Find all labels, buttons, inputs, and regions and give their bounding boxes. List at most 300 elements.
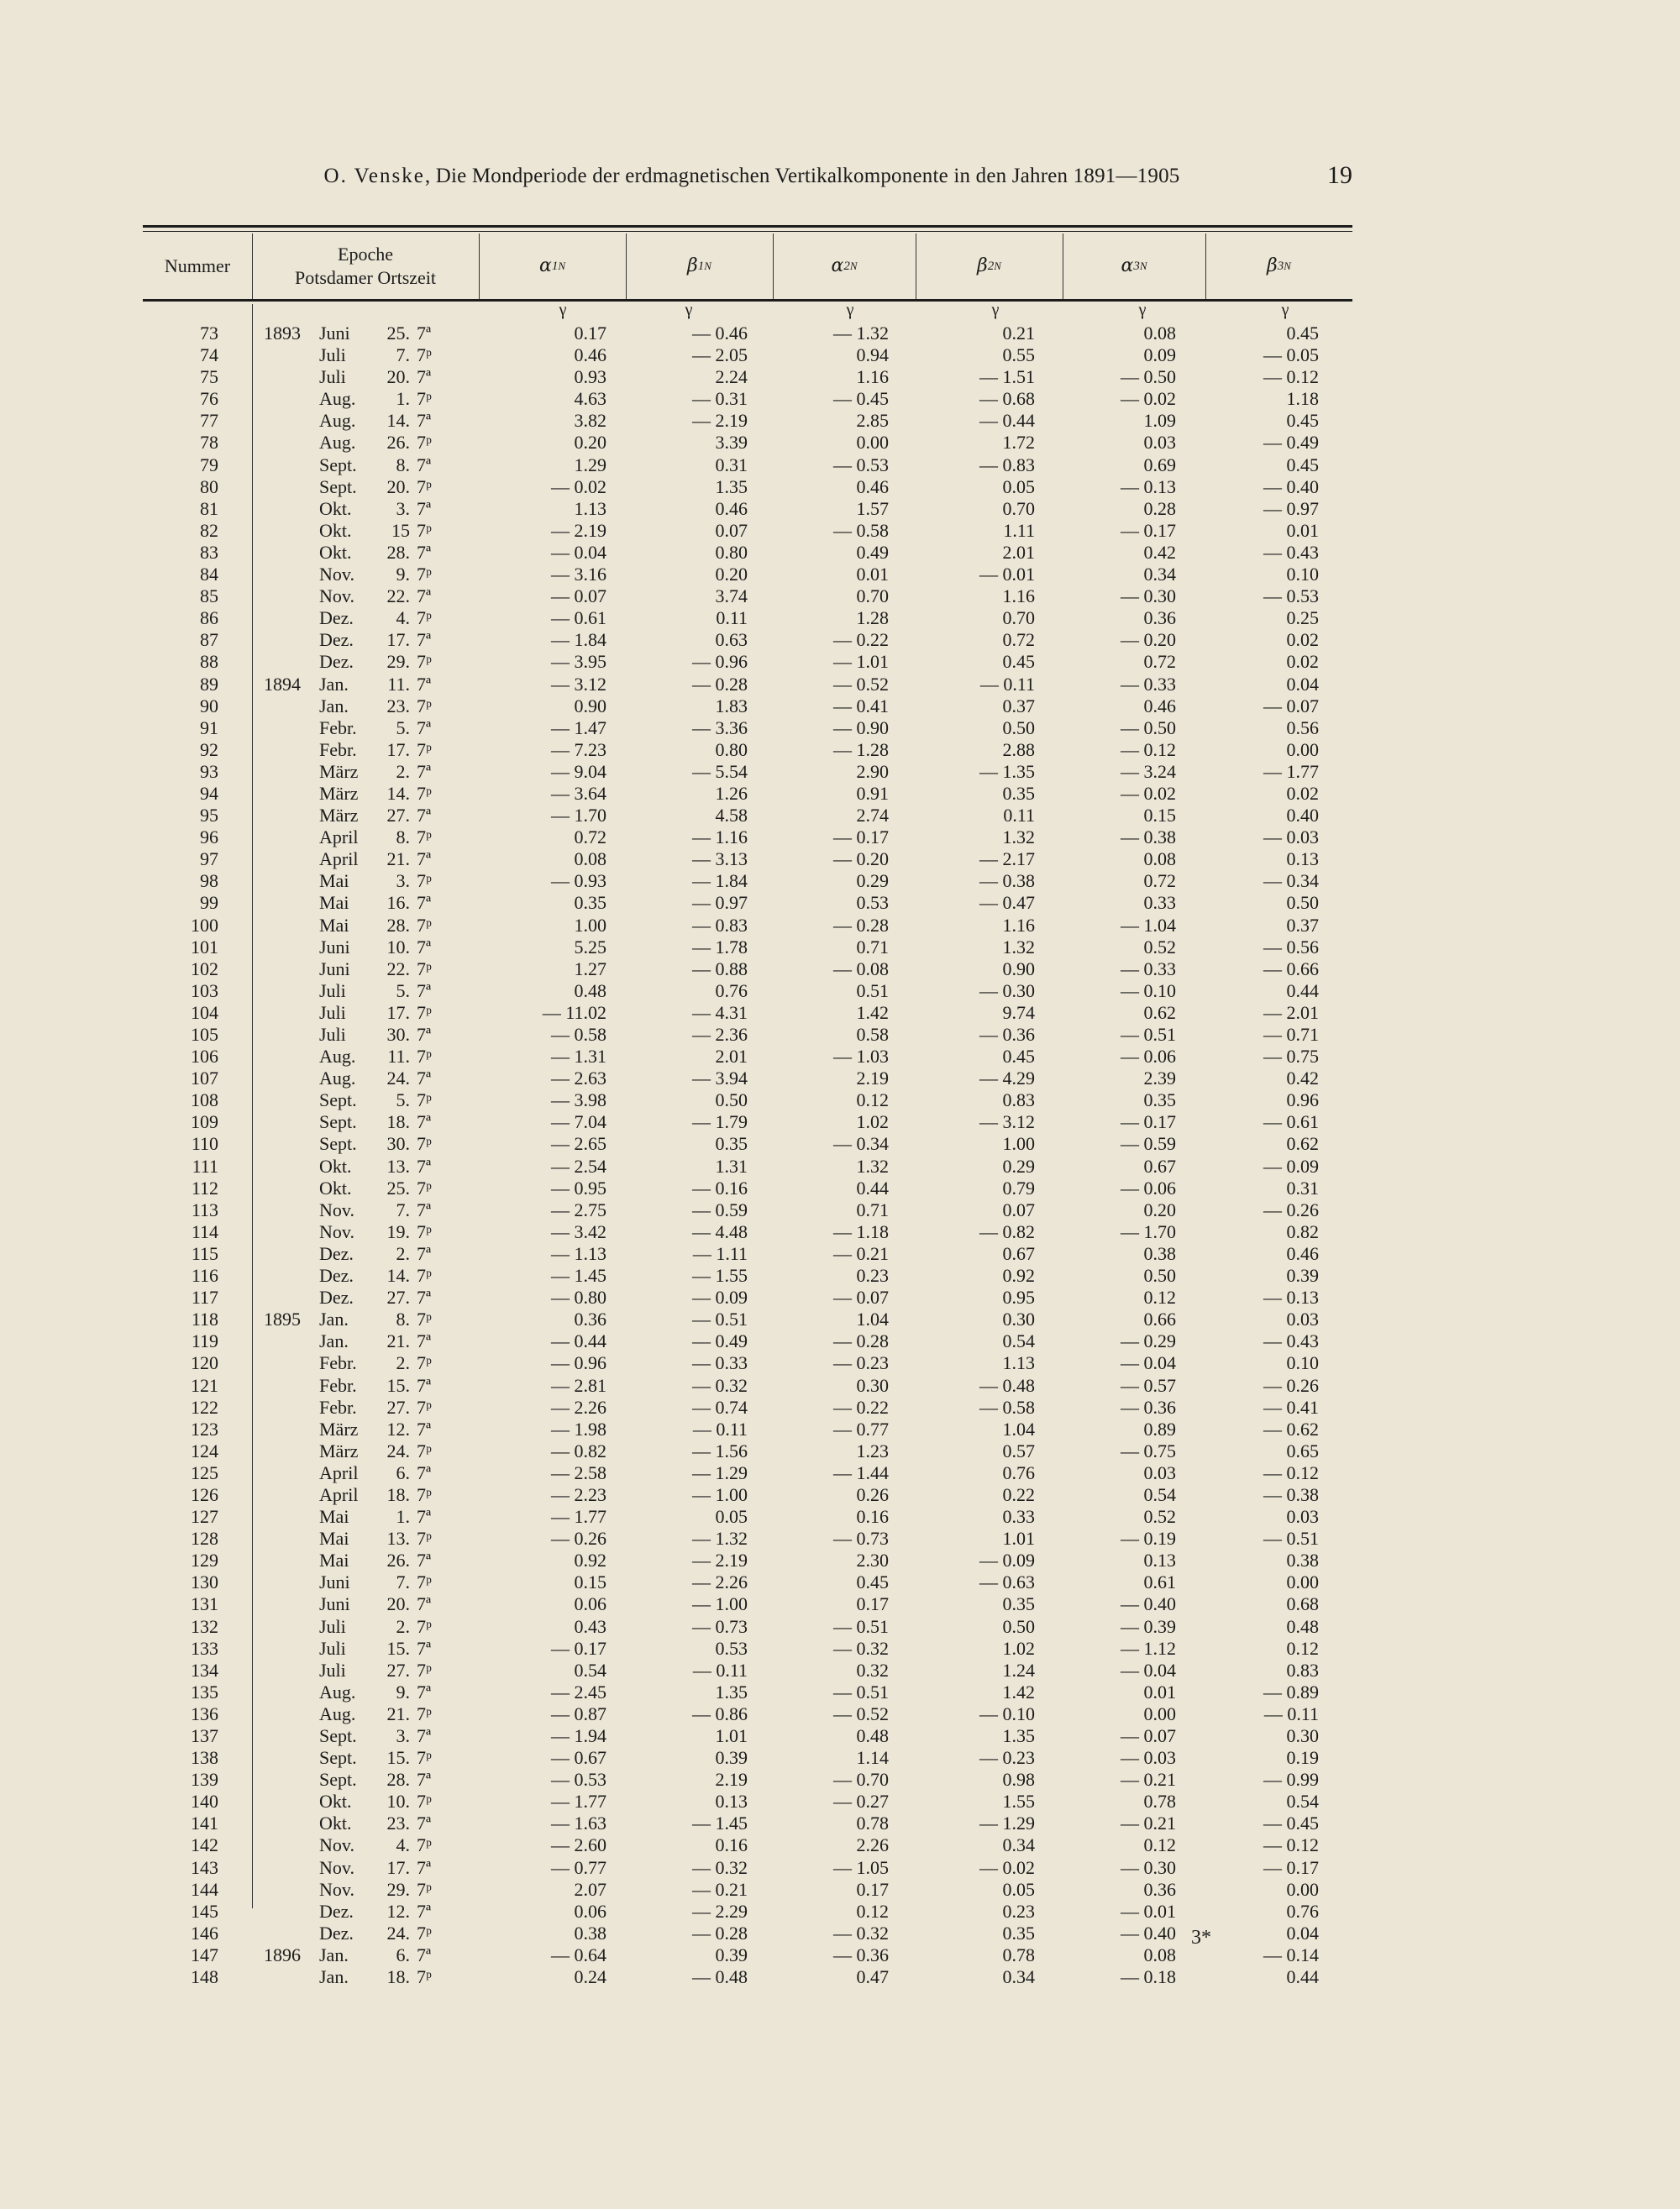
value-alpha-2: 0.47 (856, 1966, 889, 1988)
value-beta-3: 0.76 (1286, 1900, 1319, 1922)
row-number: 134 (191, 1659, 218, 1681)
value-alpha-1: — 3.64 (551, 782, 606, 804)
value-beta-2: 0.45 (1002, 651, 1035, 673)
value-beta-2: 0.76 (1002, 1461, 1035, 1483)
table-row (0, 695, 1680, 717)
value-alpha-2: 1.04 (856, 1309, 889, 1330)
epoch-hour: 7ᵖ (417, 1483, 432, 1505)
row-number: 86 (200, 607, 218, 629)
value-alpha-2: — 0.23 (833, 1352, 889, 1374)
row-number: 108 (191, 1089, 218, 1111)
table-row (0, 1068, 1680, 1089)
epoch-day: 16. (386, 892, 410, 914)
row-number: 125 (191, 1461, 218, 1483)
header-epoche-line1: Epoche (338, 244, 393, 265)
value-alpha-1: — 0.07 (551, 585, 606, 607)
epoch-hour: 7ª (417, 1330, 432, 1352)
value-alpha-3: — 0.02 (1121, 388, 1176, 410)
epoch-month: März (319, 1418, 359, 1440)
epoch-month: Dez. (319, 629, 354, 651)
row-number: 146 (191, 1922, 218, 1944)
value-beta-3: 0.02 (1286, 782, 1319, 804)
value-beta-1: — 1.84 (692, 870, 748, 892)
epoch-day: 1. (396, 1506, 410, 1528)
row-number: 135 (191, 1681, 218, 1703)
epoch-day: 24. (386, 1440, 410, 1461)
value-beta-3: — 0.12 (1263, 1834, 1319, 1856)
value-beta-1: 0.50 (715, 1089, 748, 1111)
value-beta-3: 0.04 (1286, 1922, 1319, 1944)
value-alpha-3: 0.72 (1143, 870, 1176, 892)
table-row (0, 1593, 1680, 1615)
epoch-hour: 7ª (417, 541, 432, 563)
value-alpha-2: 0.12 (856, 1900, 889, 1922)
value-beta-1: — 0.16 (692, 1177, 748, 1199)
value-alpha-2: 0.78 (856, 1813, 889, 1834)
value-beta-2: 0.07 (1002, 1199, 1035, 1220)
value-alpha-1: — 1.31 (551, 1046, 606, 1068)
row-number: 147 (191, 1944, 218, 1965)
epoch-day: 3. (396, 870, 410, 892)
epoch-hour: 7ª (417, 1725, 432, 1746)
value-beta-1: — 1.16 (692, 826, 748, 848)
row-number: 89 (200, 673, 218, 695)
row-number: 97 (200, 848, 218, 870)
epoch-month: Aug. (319, 1046, 356, 1068)
value-alpha-3: 0.33 (1143, 892, 1176, 914)
value-alpha-2: — 0.22 (833, 629, 889, 651)
value-alpha-3: — 0.04 (1121, 1659, 1176, 1681)
value-beta-1: — 0.32 (692, 1856, 748, 1878)
epoch-hour: 7ᵖ (417, 432, 432, 454)
value-alpha-1: — 2.45 (551, 1681, 606, 1703)
value-beta-2: 2.88 (1002, 738, 1035, 760)
epoch-hour: 7ᵖ (417, 1615, 432, 1637)
epoch-hour: 7ᵖ (417, 1352, 432, 1374)
epoch-hour: 7ᵖ (417, 1659, 432, 1681)
value-alpha-3: — 0.40 (1121, 1593, 1176, 1615)
value-alpha-2: 1.16 (856, 366, 889, 388)
epoch-hour: 7ª (417, 1944, 432, 1965)
value-alpha-2: — 1.03 (833, 1046, 889, 1068)
value-alpha-1: — 0.87 (551, 1703, 606, 1724)
epoch-month: Nov. (319, 1878, 354, 1900)
epoch-month: Febr. (319, 1352, 357, 1374)
value-beta-2: 1.35 (1002, 1725, 1035, 1746)
epoch-month: Juni (319, 936, 350, 958)
value-alpha-2: — 0.52 (833, 673, 889, 695)
table-row (0, 1133, 1680, 1155)
value-alpha-2: 0.53 (856, 892, 889, 914)
table-row (0, 1046, 1680, 1068)
value-beta-1: — 3.13 (692, 848, 748, 870)
value-beta-2: — 0.47 (979, 892, 1035, 914)
value-beta-1: 0.16 (715, 1834, 748, 1856)
epoch-day: 2. (396, 1615, 410, 1637)
header-epoche (252, 233, 479, 299)
table-row (0, 826, 1680, 848)
table-row (0, 454, 1680, 476)
value-alpha-3: 0.69 (1143, 454, 1176, 475)
value-alpha-3: 0.54 (1143, 1483, 1176, 1505)
value-alpha-1: — 0.96 (551, 1352, 606, 1374)
epoch-day: 5. (396, 1089, 410, 1111)
value-alpha-3: — 0.38 (1121, 826, 1176, 848)
table-row (0, 783, 1680, 805)
value-beta-1: — 1.00 (692, 1593, 748, 1615)
epoch-hour: 7ᵖ (417, 1878, 432, 1900)
epoch-hour: 7ª (417, 585, 432, 607)
value-beta-3: 0.45 (1286, 454, 1319, 475)
epoch-hour: 7ᵖ (417, 1046, 432, 1068)
table-row (0, 498, 1680, 520)
table-row (0, 607, 1680, 629)
value-beta-2: 0.35 (1002, 1922, 1035, 1944)
value-alpha-1: 5.25 (574, 936, 606, 958)
epoch-hour: 7ª (417, 1199, 432, 1220)
epoch-day: 20. (386, 1593, 410, 1615)
epoch-hour: 7ª (417, 805, 432, 826)
value-alpha-2: — 0.07 (833, 1287, 889, 1309)
table-row (0, 1440, 1680, 1462)
value-beta-3: 0.65 (1286, 1440, 1319, 1461)
epoch-hour: 7ª (417, 716, 432, 738)
value-beta-2: — 0.36 (979, 1024, 1035, 1045)
value-beta-3: — 0.89 (1263, 1681, 1319, 1703)
value-beta-3: — 0.61 (1263, 1111, 1319, 1133)
value-beta-3: — 0.03 (1263, 826, 1319, 848)
row-number: 95 (200, 805, 218, 826)
table-row (0, 1462, 1680, 1484)
units-row (0, 301, 1680, 323)
row-number: 139 (191, 1769, 218, 1791)
value-alpha-1: — 7.04 (551, 1111, 606, 1133)
epoch-hour: 7ᵖ (417, 1309, 432, 1330)
epoch-day: 18. (386, 1483, 410, 1505)
value-alpha-2: — 0.77 (833, 1418, 889, 1440)
value-alpha-3: 0.03 (1143, 432, 1176, 454)
value-alpha-1: — 2.19 (551, 519, 606, 541)
epoch-day: 12. (386, 1900, 410, 1922)
value-alpha-3: — 0.01 (1121, 1900, 1176, 1922)
epoch-day: 5. (396, 716, 410, 738)
value-beta-1: — 0.28 (692, 1922, 748, 1944)
value-alpha-2: — 1.28 (833, 738, 889, 760)
value-alpha-1: 0.92 (574, 1550, 606, 1571)
epoch-month: März (319, 805, 359, 826)
unit-gamma: γ (1138, 301, 1147, 319)
epoch-month: Nov. (319, 564, 354, 585)
value-beta-1: — 0.32 (692, 1374, 748, 1396)
value-beta-2: 0.22 (1002, 1483, 1035, 1505)
value-alpha-1: 0.20 (574, 432, 606, 454)
value-alpha-3: — 0.40 (1121, 1922, 1176, 1944)
value-alpha-1: — 1.47 (551, 716, 606, 738)
value-beta-2: 0.70 (1002, 497, 1035, 519)
epoch-month: Okt. (319, 1791, 352, 1813)
value-alpha-3: 0.12 (1143, 1834, 1176, 1856)
value-alpha-1: 0.36 (574, 1309, 606, 1330)
epoch-month: April (319, 1461, 359, 1483)
epoch-day: 14. (386, 410, 410, 432)
value-beta-3: — 0.26 (1263, 1374, 1319, 1396)
value-alpha-2: 0.32 (856, 1659, 889, 1681)
value-beta-3: — 0.62 (1263, 1418, 1319, 1440)
value-alpha-1: 1.29 (574, 454, 606, 475)
value-beta-2: 0.57 (1002, 1440, 1035, 1461)
value-beta-3: 0.42 (1286, 1068, 1319, 1089)
value-alpha-1: — 0.53 (551, 1769, 606, 1791)
row-number: 77 (200, 410, 218, 432)
value-beta-3: — 0.43 (1263, 541, 1319, 563)
value-alpha-1: — 3.42 (551, 1220, 606, 1242)
table-row (0, 410, 1680, 432)
value-beta-2: 0.54 (1002, 1330, 1035, 1352)
epoch-hour: 7ª (417, 1374, 432, 1396)
row-number: 85 (200, 585, 218, 607)
value-alpha-1: 0.93 (574, 366, 606, 388)
value-beta-3: 0.13 (1286, 848, 1319, 870)
table-row (0, 323, 1680, 344)
row-number: 140 (191, 1791, 218, 1813)
value-alpha-2: 0.30 (856, 1374, 889, 1396)
table-row (0, 564, 1680, 585)
epoch-day: 20. (386, 475, 410, 497)
value-beta-2: 0.21 (1002, 323, 1035, 344)
row-number: 106 (191, 1046, 218, 1068)
value-beta-2: — 1.29 (979, 1813, 1035, 1834)
value-alpha-1: 1.27 (574, 958, 606, 979)
epoch-day: 13. (386, 1155, 410, 1177)
value-beta-1: — 0.74 (692, 1396, 748, 1418)
value-beta-2: 1.72 (1002, 432, 1035, 454)
epoch-month: Okt. (319, 497, 352, 519)
value-beta-3: 0.39 (1286, 1265, 1319, 1287)
row-number: 113 (191, 1199, 218, 1220)
value-beta-1: 0.80 (715, 541, 748, 563)
value-alpha-2: — 0.21 (833, 1242, 889, 1264)
value-alpha-1: — 1.45 (551, 1265, 606, 1287)
epoch-month: Sept. (319, 475, 357, 497)
epoch-day: 28. (386, 1769, 410, 1791)
value-alpha-1: — 0.95 (551, 1177, 606, 1199)
value-beta-2: 9.74 (1002, 1001, 1035, 1023)
epoch-month: Juni (319, 958, 350, 979)
value-alpha-1: 0.54 (574, 1659, 606, 1681)
epoch-day: 11. (387, 1046, 410, 1068)
header-alpha-2: α 2 N (831, 255, 858, 276)
epoch-hour: 7ᵖ (417, 564, 432, 585)
epoch-day: 26. (386, 1550, 410, 1571)
value-alpha-2: — 0.22 (833, 1396, 889, 1418)
value-beta-1: 1.83 (715, 695, 748, 716)
epoch-hour: 7ª (417, 1637, 432, 1659)
row-number: 133 (191, 1637, 218, 1659)
value-beta-2: — 1.51 (979, 366, 1035, 388)
epoch-day: 14. (386, 782, 410, 804)
value-alpha-3: — 0.06 (1121, 1177, 1176, 1199)
row-number: 119 (191, 1330, 218, 1352)
value-alpha-1: — 3.12 (551, 673, 606, 695)
epoch-month: Okt. (319, 1813, 352, 1834)
header-alpha-1: α 1 N (538, 255, 566, 276)
value-alpha-2: — 0.27 (833, 1791, 889, 1813)
epoch-day: 30. (386, 1133, 410, 1155)
value-alpha-2: — 0.58 (833, 519, 889, 541)
value-alpha-2: 0.12 (856, 1089, 889, 1111)
value-beta-3: 0.38 (1286, 1550, 1319, 1571)
value-beta-3: — 0.99 (1263, 1769, 1319, 1791)
value-beta-3: 0.62 (1286, 1133, 1319, 1155)
epoch-month: Nov. (319, 1856, 354, 1878)
epoch-hour: 7ª (417, 323, 432, 344)
value-beta-1: 0.76 (715, 979, 748, 1001)
value-alpha-1: 0.90 (574, 695, 606, 716)
epoch-month: Juni (319, 1593, 350, 1615)
value-beta-2: 0.55 (1002, 344, 1035, 366)
epoch-hour: 7ª (417, 1287, 432, 1309)
epoch-month: Okt. (319, 1177, 352, 1199)
value-beta-2: 0.72 (1002, 629, 1035, 651)
value-beta-3: 0.45 (1286, 410, 1319, 432)
value-alpha-2: — 0.32 (833, 1922, 889, 1944)
value-beta-2: 1.11 (1003, 519, 1035, 541)
epoch-month: Aug. (319, 388, 356, 410)
epoch-day: 8. (396, 1309, 410, 1330)
value-alpha-2: 0.01 (856, 564, 889, 585)
epoch-day: 28. (386, 914, 410, 936)
value-alpha-2: — 0.70 (833, 1769, 889, 1791)
table-row (0, 761, 1680, 783)
value-alpha-3: — 1.12 (1121, 1637, 1176, 1659)
epoch-month: Mai (319, 892, 349, 914)
value-beta-3: — 0.97 (1263, 497, 1319, 519)
epoch-day: 27. (386, 805, 410, 826)
value-alpha-1: — 0.02 (551, 475, 606, 497)
value-beta-1: — 0.59 (692, 1199, 748, 1220)
page-number: 19 (1327, 161, 1352, 189)
epoch-month: Jan. (319, 673, 349, 695)
table-row (0, 739, 1680, 761)
value-beta-2: 0.67 (1002, 1242, 1035, 1264)
row-number: 144 (191, 1878, 218, 1900)
row-number: 102 (191, 958, 218, 979)
table-row (0, 629, 1680, 651)
value-alpha-2: — 0.45 (833, 388, 889, 410)
value-alpha-2: — 0.34 (833, 1133, 889, 1155)
value-alpha-1: 1.13 (574, 497, 606, 519)
value-beta-2: — 0.01 (979, 564, 1035, 585)
epoch-month: Nov. (319, 1220, 354, 1242)
unit-gamma: γ (559, 301, 567, 319)
value-beta-3: — 0.07 (1263, 695, 1319, 716)
value-beta-1: — 0.33 (692, 1352, 748, 1374)
value-beta-3: 0.50 (1286, 892, 1319, 914)
value-alpha-3: 0.72 (1143, 651, 1176, 673)
value-beta-1: — 3.36 (692, 716, 748, 738)
value-beta-2: — 1.35 (979, 760, 1035, 782)
value-alpha-3: 0.34 (1143, 564, 1176, 585)
row-number: 120 (191, 1352, 218, 1374)
value-alpha-1: — 0.58 (551, 1024, 606, 1045)
value-alpha-3: 0.36 (1143, 1878, 1176, 1900)
value-alpha-3: 0.50 (1143, 1265, 1176, 1287)
value-alpha-1: — 2.23 (551, 1483, 606, 1505)
epoch-day: 10. (386, 936, 410, 958)
table-row (0, 344, 1680, 366)
row-number: 99 (200, 892, 218, 914)
value-beta-1: — 1.78 (692, 936, 748, 958)
value-alpha-2: 1.14 (856, 1747, 889, 1769)
epoch-month: Juli (319, 1024, 346, 1045)
row-number: 73 (200, 323, 218, 344)
value-alpha-1: — 0.64 (551, 1944, 606, 1965)
value-alpha-3: 0.00 (1143, 1703, 1176, 1724)
value-beta-3: 1.18 (1286, 388, 1319, 410)
value-alpha-3: 0.01 (1143, 1681, 1176, 1703)
value-beta-1: 2.01 (715, 1046, 748, 1068)
value-beta-2: 0.78 (1002, 1944, 1035, 1965)
epoch-day: 15. (386, 1747, 410, 1769)
value-beta-2: — 0.83 (979, 454, 1035, 475)
table-row (0, 1857, 1680, 1879)
epoch-day: 12. (386, 1418, 410, 1440)
value-beta-3: 0.19 (1286, 1747, 1319, 1769)
row-number: 145 (191, 1900, 218, 1922)
value-alpha-3: — 1.04 (1121, 914, 1176, 936)
value-beta-1: 0.39 (715, 1944, 748, 1965)
value-beta-1: — 1.11 (692, 1242, 748, 1264)
value-alpha-2: 1.42 (856, 1001, 889, 1023)
value-beta-1: 0.13 (715, 1791, 748, 1813)
epoch-day: 22. (386, 585, 410, 607)
value-beta-2: 0.37 (1002, 695, 1035, 716)
value-beta-3: — 0.11 (1263, 1703, 1319, 1724)
row-number: 74 (200, 344, 218, 366)
epoch-day: 30. (386, 1024, 410, 1045)
value-beta-2: — 0.48 (979, 1374, 1035, 1396)
value-alpha-2: — 0.20 (833, 848, 889, 870)
value-beta-1: — 0.83 (692, 914, 748, 936)
epoch-month: Aug. (319, 1068, 356, 1089)
value-beta-1: — 0.11 (692, 1659, 748, 1681)
table-row (0, 1330, 1680, 1352)
value-alpha-3: — 0.59 (1121, 1133, 1176, 1155)
value-beta-3: 0.44 (1286, 1966, 1319, 1988)
value-beta-1: 1.31 (715, 1155, 748, 1177)
value-beta-1: 0.07 (715, 519, 748, 541)
value-alpha-3: 2.39 (1143, 1068, 1176, 1089)
epoch-hour: 7ª (417, 497, 432, 519)
value-alpha-1: — 1.77 (551, 1506, 606, 1528)
table-row (0, 1506, 1680, 1528)
table-row (0, 805, 1680, 826)
value-alpha-1: 2.07 (574, 1878, 606, 1900)
epoch-hour: 7ᵖ (417, 826, 432, 848)
value-alpha-1: 0.06 (574, 1900, 606, 1922)
value-alpha-2: — 0.73 (833, 1528, 889, 1550)
value-beta-3: — 0.71 (1263, 1024, 1319, 1045)
row-number: 112 (191, 1177, 218, 1199)
value-beta-2: — 3.12 (979, 1111, 1035, 1133)
value-alpha-1: — 1.63 (551, 1813, 606, 1834)
value-beta-2: 1.24 (1002, 1659, 1035, 1681)
value-beta-2: 0.90 (1002, 958, 1035, 979)
value-alpha-3: — 0.33 (1121, 673, 1176, 695)
value-alpha-1: — 0.67 (551, 1747, 606, 1769)
value-alpha-3: — 0.30 (1121, 1856, 1176, 1878)
epoch-day: 9. (396, 1681, 410, 1703)
